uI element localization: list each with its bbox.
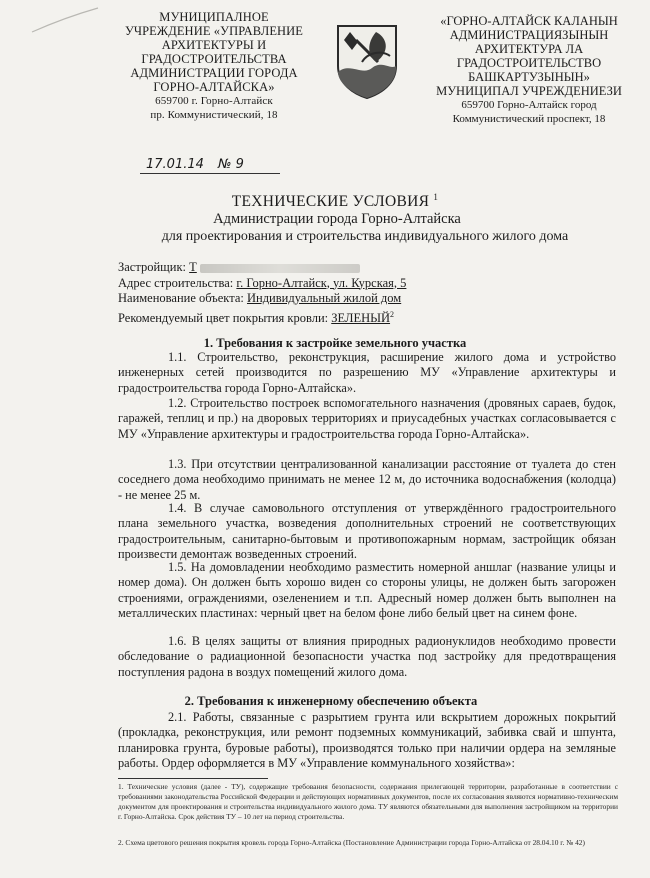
footnote-1: 1. Технические условия (далее - ТУ), содержащие требования безопасности, содержания прилегающей территории, разработанные в соответствии с требованиями законодательства Российской Федерации и действующих нормативных документов, после их согласования являются нормативно-техническим документом для проектирования и строительства индивидуального жилого дома. ТУ являются обязательными для выполнения застройщиком на территории г. Горно-Алтайска. Срок действия ТУ – 10 лет на период строительства. xyxy=(118,782,618,821)
header-right-address: 659700 Горно-Алтайск город xyxy=(461,99,597,111)
header-left-line: АРХИТЕКТУРЫ И xyxy=(161,38,267,52)
header-left-line: ГОРНО-АЛТАЙСКА» xyxy=(153,80,275,94)
date-underline xyxy=(140,173,280,174)
header-right-line: «ГОРНО-АЛТАЙСК КАЛАНЫН xyxy=(440,14,618,28)
footnote-ref-1: 1 xyxy=(433,192,439,202)
header-right-organization xyxy=(418,14,640,126)
header-left-line: УЧРЕЖДЕНИЕ «УПРАВЛЕНИЕ xyxy=(124,24,304,38)
header-right-line: ГРАДОСТРОИТЕЛЬСТВО xyxy=(456,56,602,70)
paragraph-text: 1.1. Строительство, реконструкция, расширение жилого дома и устройство инженерных сетей производится по разрешению МУ «Управление архитектуры и градостроительства города Горно-Алтайска». xyxy=(118,350,616,395)
header-right-line: АРХИТЕКТУРА ЛА xyxy=(474,42,584,56)
redacted-name xyxy=(200,264,360,273)
developer-value: Т xyxy=(189,260,197,274)
paragraph-1-2 xyxy=(118,396,616,442)
header-left-line: ГРАДОСТРОИТЕЛЬСТВА xyxy=(141,52,287,66)
developer-label: Застройщик: xyxy=(118,260,187,274)
header-left-line: АДМИНИСТРАЦИИ ГОРОДА xyxy=(130,66,298,80)
footnote-2: 2. Схема цветового решения покрытия кровель города Горно-Алтайска (Постановление Администрации города Горно-Алтайска от 28.04.10 г. № 42) xyxy=(118,838,585,847)
roof-color-label: Рекомендуемый цвет покрытия кровли: xyxy=(118,310,329,325)
document-number: № 9 xyxy=(218,157,244,172)
document-date: 17.01.14 xyxy=(146,157,204,172)
object-row xyxy=(118,291,406,307)
footnote-divider xyxy=(118,778,268,779)
paragraph-text: 1.4. В случае самовольного отступления от утверждённого градостроительного плана земельного участка, возведения дополнительных строений не соответствующих градостроительным, санитарно-бытовым и противопожарным нормам, застройщик обязан произвести демонтаж возведенных строений. xyxy=(118,501,616,561)
header-left-address-street: пр. Коммунистический, 18 xyxy=(150,109,278,121)
header-left-address: 659700 г. Горно-Алтайск xyxy=(155,95,273,107)
paragraph-text: 1.3. При отсутствии централизованной канализации расстояние от туалета до стен соседнего дома необходимо принимать не менее 12 м, до источника водоснабжения (колодца) - не менее 25 м. xyxy=(118,457,616,502)
document-subtitle-purpose: для проектирования и строительства индивидуального жилого дома xyxy=(161,229,569,244)
address-label: Адрес строительства: xyxy=(118,275,234,290)
paragraph-1-6 xyxy=(118,634,616,680)
paragraph-text: 1.6. В целях защиты от влияния природных радионуклидов необходимо провести обследование о радиационной безопасности участка под застройку для предотвращения поступления радона в воздух помещений жилого дома. xyxy=(118,634,616,679)
roof-color-row xyxy=(118,307,406,327)
paragraph-2-1 xyxy=(118,710,616,771)
document-subtitle: Администрации города Горно-Алтайска xyxy=(213,211,461,227)
object-value: Индивидуальный жилой дом xyxy=(246,291,402,305)
header-right-address-street: Коммунистический проспект, 18 xyxy=(452,113,606,125)
pen-stroke-mark xyxy=(30,6,100,36)
header-left-line: МУНИЦИПАЛНОЕ xyxy=(159,10,269,24)
footnote-ref-2: 2 xyxy=(390,309,395,319)
section-heading-1: 1. Требования к застройке земельного участка xyxy=(203,336,467,350)
paragraph-1-1 xyxy=(118,350,616,396)
object-label: Наименование объекта: xyxy=(118,291,244,305)
paragraph-text: 2.1. Работы, связанные с разрытием грунта или вскрытием дорожных покрытий (прокладка, реконструкция, или ремонт подземных коммуникаций, забивка свай и шпунта, планировка грунта, буровые работы), производятся только при наличии ордера на земляные работы. Ордер оформляется в МУ «Управление коммунального хозяйства»: xyxy=(118,710,616,770)
document-date-number xyxy=(140,155,290,179)
roof-color-value: ЗЕЛЕНЫЙ xyxy=(331,310,391,325)
section-heading-2: 2. Требования к инженерному обеспечению объекта xyxy=(184,694,478,708)
object-fields xyxy=(118,260,406,326)
document-title xyxy=(10,192,650,211)
developer-row xyxy=(118,260,406,276)
header-right-line: БАШКАРТУЗЫНЫН» xyxy=(468,70,590,84)
header-right-line: АДМИНИСТРАЦИЯЗЫНЫН xyxy=(449,28,609,42)
address-value: г. Горно-Алтайск, ул. Курская, 5 xyxy=(236,275,407,290)
address-row xyxy=(118,276,406,292)
header-right-line: МУНИЦИПАЛ УЧРЕЖДЕНИЕЗИ xyxy=(436,84,622,98)
document-title-text: ТЕХНИЧЕСКИЕ УСЛОВИЯ xyxy=(231,193,430,211)
paragraph-1-3 xyxy=(118,457,616,503)
paragraph-1-5 xyxy=(118,560,616,621)
paragraph-text: 1.2. Строительство построек вспомогательного назначения (дровяных сараев, будок, гаражей, теплиц и пр.) на дворовых территориях и приусадебных участках согласовывается с МУ «Управление архитектуры и градостроительства города Горно-Алтайска». xyxy=(118,396,616,441)
header-left-organization xyxy=(108,10,320,122)
paragraph-1-4 xyxy=(118,501,616,562)
paragraph-text: 1.5. На домовладении необходимо разместить номерной аншлаг (название улицы и номер дома). Он должен быть хорошо виден со стороны улицы, не должен быть загорожен строениями, ограждениями, озеленением и т.п. Адресный номер должен быть выполнен на металлических пластинах: черный цвет на белом фоне либо белый цвет на синем фоне. xyxy=(118,560,616,620)
city-coat-of-arms-icon xyxy=(332,22,402,100)
